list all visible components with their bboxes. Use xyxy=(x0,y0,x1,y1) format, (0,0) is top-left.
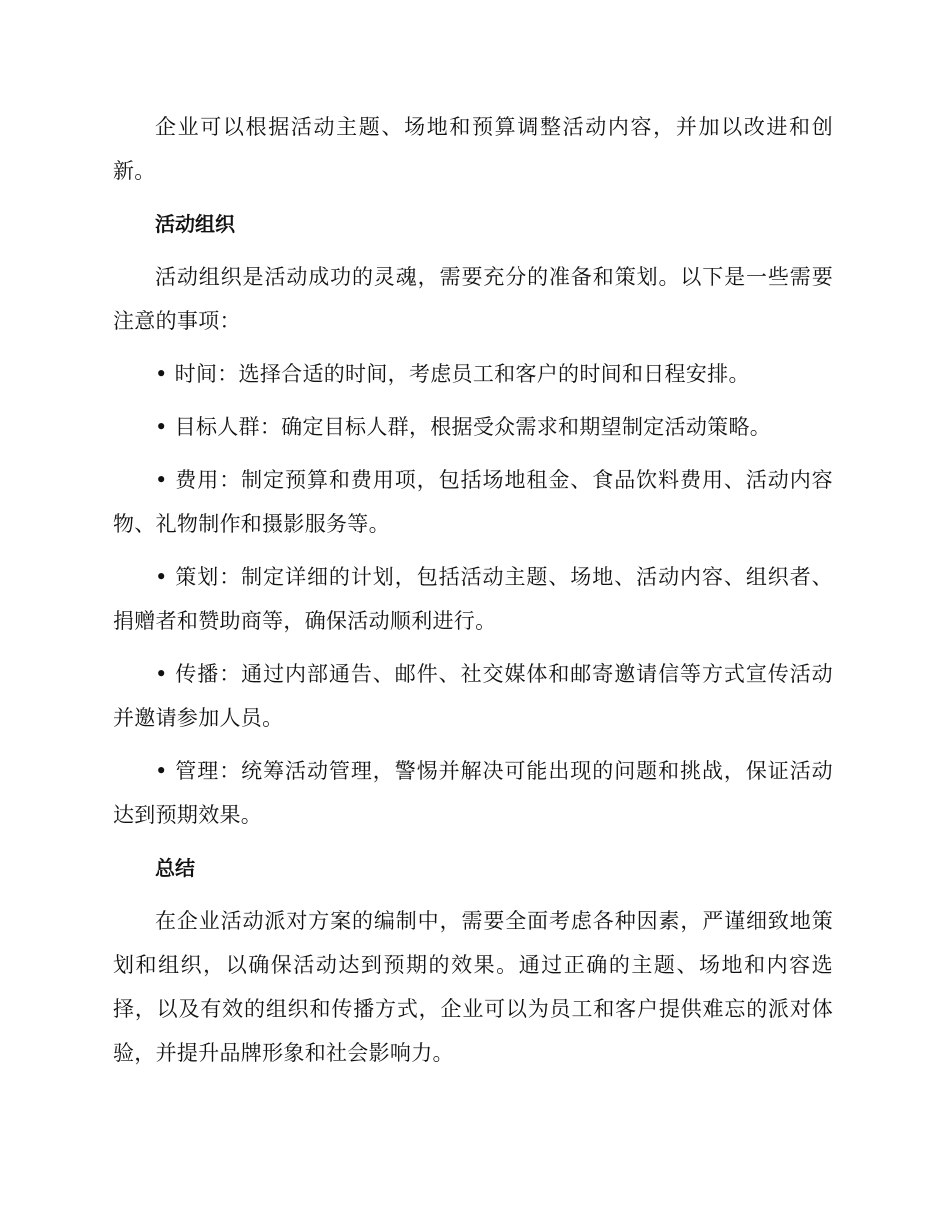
document-page xyxy=(113,105,833,1084)
list-item-management: • 管理：统筹活动管理，警惕并解决可能出现的问题和挑战，保证活动达到预期效果。 xyxy=(113,759,833,827)
list-item-target-audience: • 目标人群：确定目标人群，根据受众需求和期望制定活动策略。 xyxy=(155,415,772,439)
summary-paragraph: 在企业活动派对方案的编制中，需要全面考虑各种因素，严谨细致地策划和组织，以确保活动达到预期的效果。通过正确的主题、场地和内容选择，以及有效的组织和传播方式，企业可以为员工和客户提供难忘的派对体验，并提升品牌形象和社会影响力。 xyxy=(113,909,833,1065)
list-item-time: • 时间：选择合适的时间，考虑员工和客户的时间和日程安排。 xyxy=(155,362,750,386)
list-item-planning: • 策划：制定详细的计划，包括活动主题、场地、活动内容、组织者、捐赠者和赞助商等，确保活动顺利进行。 xyxy=(113,565,833,633)
list-item-cost: • 费用：制定预算和费用项，包括场地租金、食品饮料费用、活动内容物、礼物制作和摄影服务等。 xyxy=(113,468,833,536)
organization-intro-paragraph: 活动组织是活动成功的灵魂，需要充分的准备和策划。以下是一些需要注意的事项： xyxy=(113,265,833,333)
intro-paragraph: 企业可以根据活动主题、场地和预算调整活动内容，并加以改进和创新。 xyxy=(113,115,833,183)
section-heading-organization: 活动组织 xyxy=(155,212,235,236)
list-item-promotion: • 传播：通过内部通告、邮件、社交媒体和邮寄邀请信等方式宣传活动并邀请参加人员。 xyxy=(113,662,833,730)
section-heading-summary: 总结 xyxy=(155,856,195,880)
